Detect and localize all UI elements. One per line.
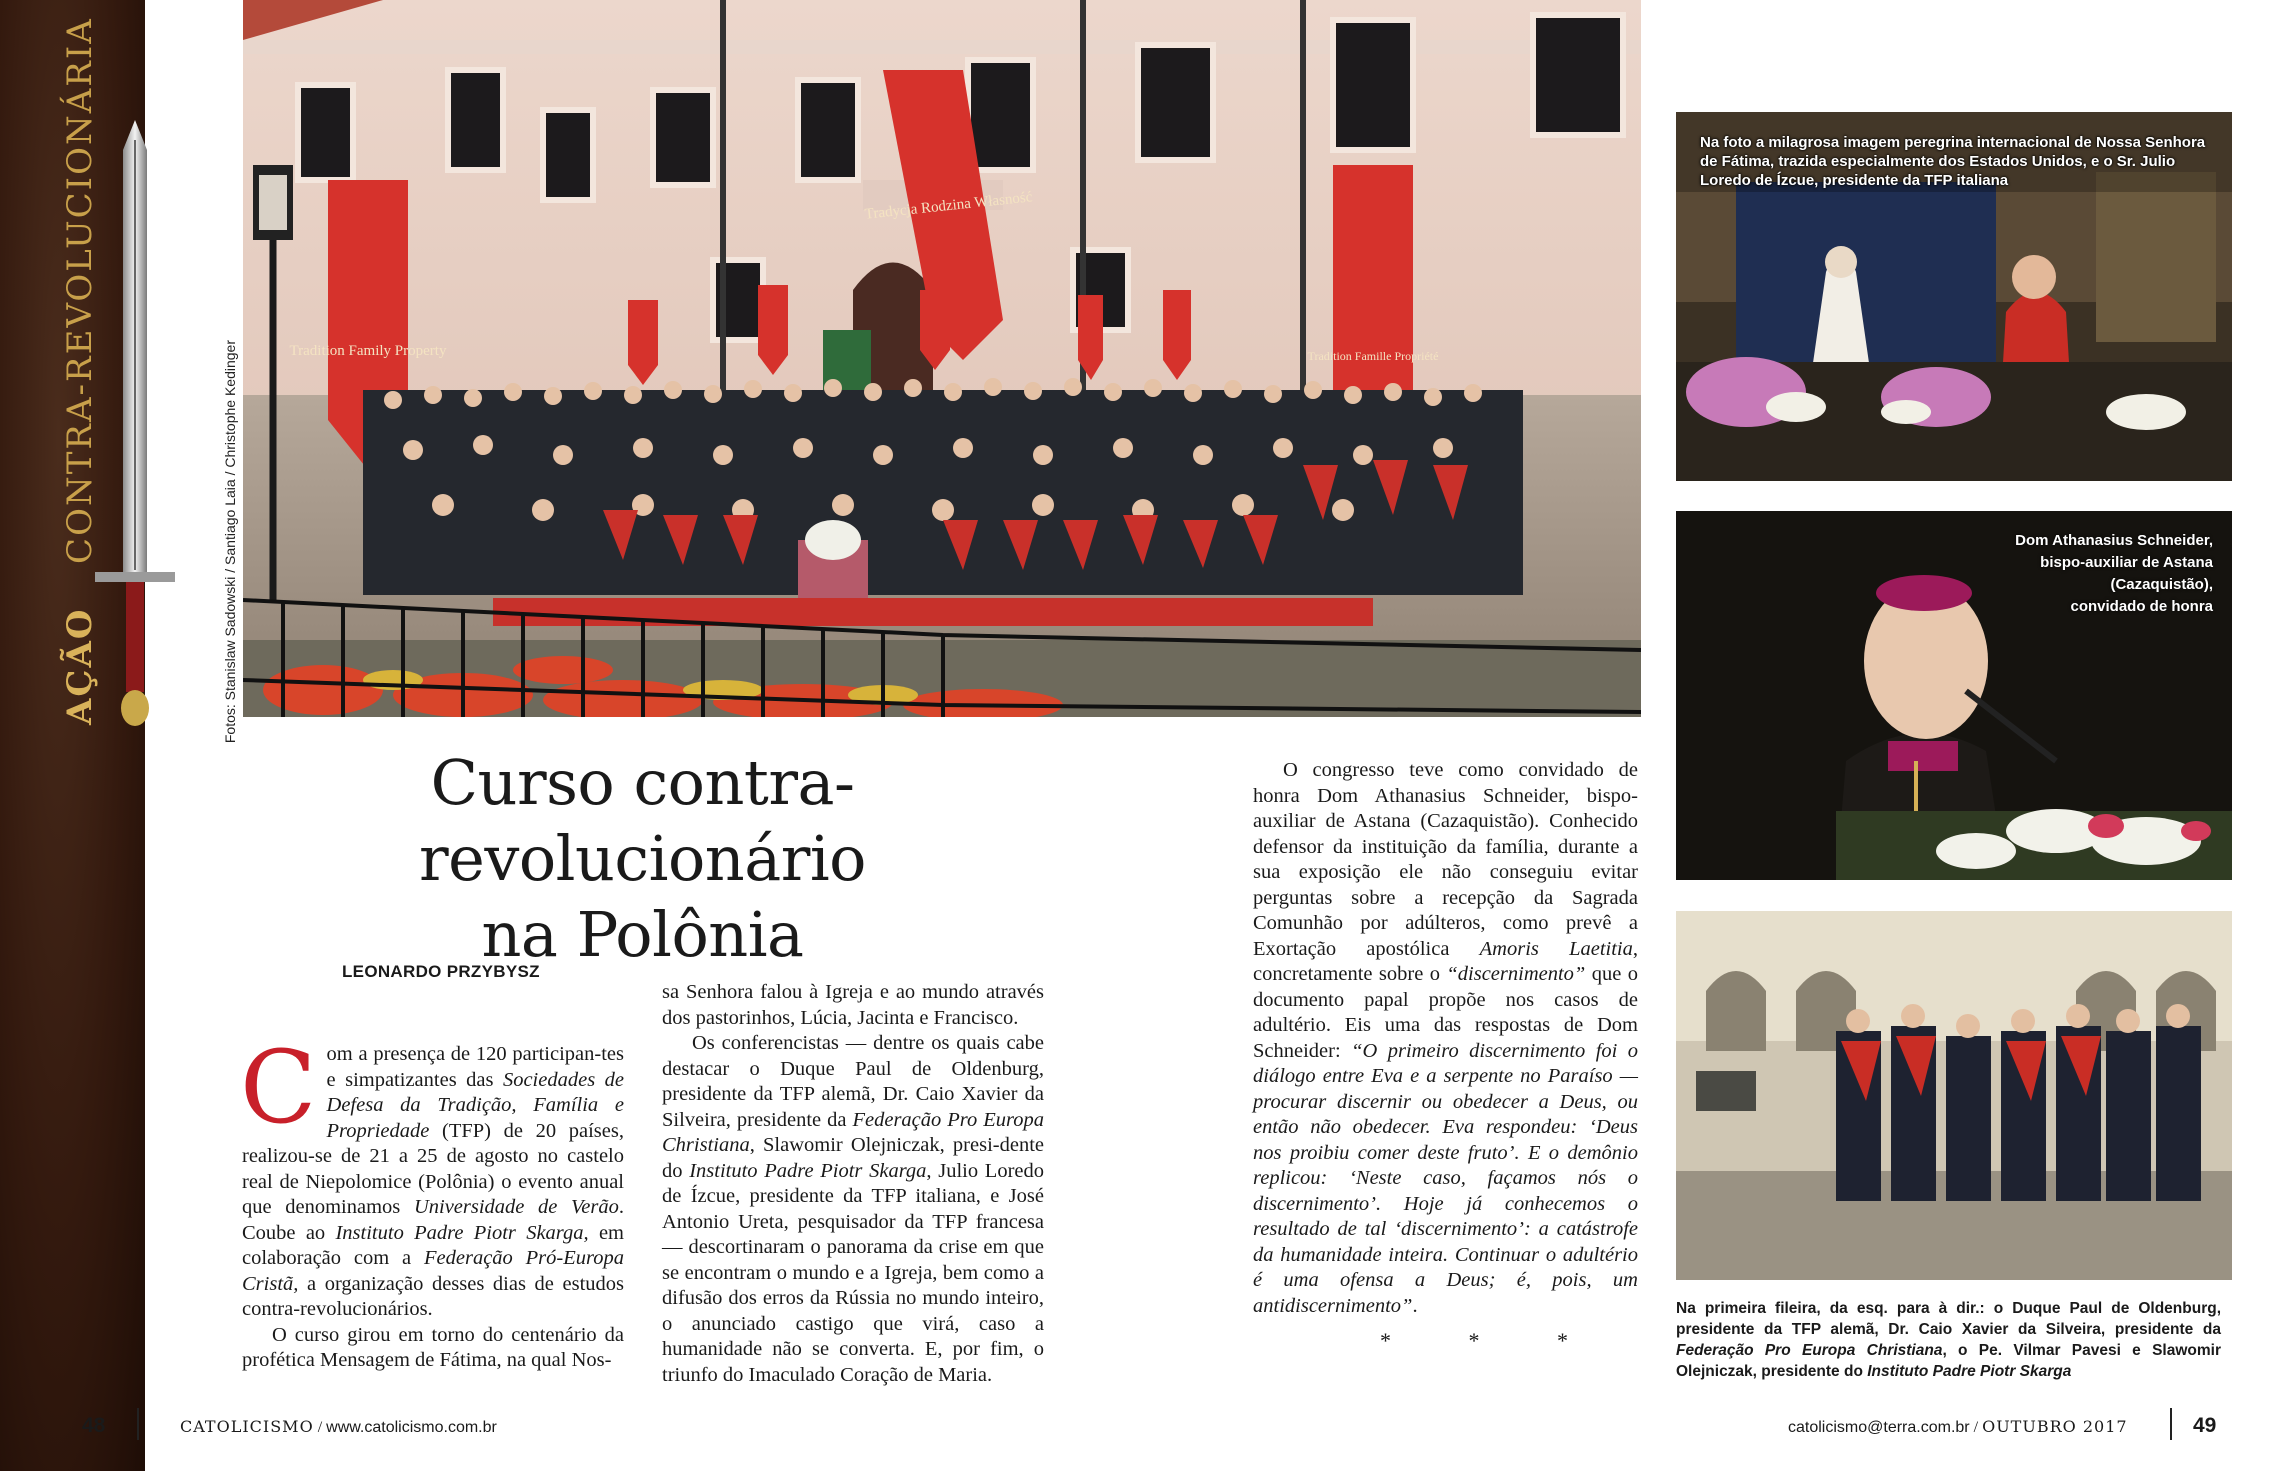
fatima-caption: Na foto a milagrosa imagem peregrina internacional de Nossa Senhora de Fátima, trazida especialmente dos Estados Unidos, e o Sr. Julio Loredo de Ízcue, presidente da TFP italiana: [1700, 134, 2206, 189]
schneider-caption-line1: Dom Athanasius Schneider,: [2015, 532, 2213, 549]
main-group-photo: [243, 0, 1641, 717]
courtyard-photo: [1676, 911, 2232, 1280]
article-title-line1: Curso contra-revolucionário: [418, 746, 866, 895]
p1-text-e: . Coube ao: [242, 1196, 624, 1244]
banner-1-text: Tradition Family Property: [289, 343, 447, 359]
p4-text-g: .: [1412, 1294, 1418, 1317]
section-label-part2: CONTRA-REVOLUCIONÁRIA: [60, 17, 100, 564]
p4-text-e: que o documento papal propõe nos casos de adultério. Eis uma das respostas de Dom Schneider:: [1253, 963, 1638, 1062]
courtyard-caption-b: Federação Pro Europa Christiana: [1676, 1342, 1943, 1359]
p3-text-b: Federação Pro Europa Christiana: [662, 1108, 1045, 1156]
article-author: LEONARDO PRZYBYSZ: [342, 962, 540, 981]
courtyard-caption: [1676, 1298, 2221, 1382]
footer-magazine-name: CATOLICISMO: [180, 1417, 314, 1436]
p3-text-d: Instituto Padre Piotr Skarga: [689, 1159, 927, 1182]
p4-text-b: Amoris Laetitia: [1479, 937, 1633, 960]
p1-text-g: em colaboração com a: [242, 1221, 625, 1269]
photo-credit-text: Fotos: Stanislaw Sadowski / Santiago Laia / Christophe Kedinger: [222, 340, 238, 744]
p4-text-f: “O primeiro discernimento foi o diálogo entre Eva e a serpente no Paraíso — procurar discernir ou obedecer a Deus, ou então não obedecer. Eva respondeu: ‘Deus nos proibiu comer deste fruto’. E o demônio replicou: ‘Neste caso, façamos nós o discernimento’. Hoje já conhecemos o resultado de tal ‘discernimento’: a catástrofe da humanidade inteira. Continuar o adultério é uma ofensa a Deus; é, pois, um antidiscernimento”: [1253, 1039, 1638, 1317]
banner-3-text: Tradition Famille Propriété: [1307, 349, 1439, 363]
footer-website-link[interactable]: www.catolicismo.com.br: [326, 1419, 497, 1436]
p1-text-c: (TFP) de 20 países, realizou-se de 21 a 25 de agosto no castelo real de Niepolomice (Polônia) o evento anual que denominamos: [242, 1119, 624, 1218]
p1-text-i: a organização desses dias de estudos contra-revolucionários.: [242, 1272, 624, 1320]
courtyard-caption-a: Na primeira fileira, da esq. para à dir.: o Duque Paul de Oldenburg, presidente da TFP alemã, Dr. Caio Xavier da Silveira, presidente da: [1676, 1300, 2221, 1338]
paragraph-3: [662, 1031, 1044, 1388]
footer-divider-left: [137, 1408, 139, 1440]
p4-text-a: O congresso teve como convidado de honra Dom Athanasius Schneider, bispo-auxiliar de Astana (Cazaquistão). Conhecido defensor da instituição da família, durante a sua exposição ele não conseguiu evitar perguntas sobre a recepção da Sagrada Comunhão por adúlteros, como prevê a Exortação apostólica: [1253, 759, 1638, 960]
p3-text-a: Os conferencistas — dentre os quais cabe destacar o Duque Paul de Oldenburg, presidente da TFP alemã, Dr. Caio Xavier da Silveira, presidente da: [662, 1032, 1044, 1131]
p1-text-d: Universidade de Verão: [413, 1196, 619, 1218]
page-number-right: 49: [2193, 1414, 2217, 1437]
article-column-3: [1253, 758, 1638, 1319]
drop-cap: C: [240, 1029, 317, 1146]
paragraph-1: [240, 1029, 625, 1323]
schneider-caption-line4: convidado de honra: [2070, 598, 2213, 615]
courtyard-caption-d: Instituto Padre Piotr Skarga: [1867, 1363, 2072, 1380]
p1-text-b: Sociedades de Defesa da Tradição, Família e Propriedade: [326, 1068, 624, 1142]
article-column-1: [240, 1029, 625, 1374]
footer-right-separator: /: [1973, 1419, 1979, 1436]
footer-left-separator: /: [317, 1419, 323, 1436]
page-number-left: 48: [82, 1414, 106, 1437]
p1-text-f: Instituto Padre Piotr Skarga,: [335, 1221, 589, 1244]
schneider-caption-line3: (Cazaquistão),: [2110, 576, 2213, 593]
photo-credit: [222, 340, 252, 744]
paragraph-4: [1253, 758, 1638, 1319]
p3-text-e: , Julio Loredo de Ízcue, presidente da TFP italiana, e José Antonio Ureta, pesquisador da TFP francesa — descortinaram o panorama da crise em que se encontram o mundo e a Igreja, bem como a difusão dos erros da Rússia no mundo inteiro, o anunciado castigo que virá, caso a humanidade não se converta. E, por fim, o triunfo do Imaculado Coração de Maria.: [662, 1159, 1044, 1386]
p4-text-c: , concretamente sobre o: [1253, 937, 1638, 985]
footer-issue-date: OUTUBRO 2017: [1982, 1417, 2128, 1436]
p1-text-a: om a presença de 120 participan-tes e simpatizantes das: [326, 1043, 624, 1091]
courtyard-caption-c: , o Pe. Vilmar Pavesi e Slawomir Olejniczak, presidente do: [1676, 1342, 2221, 1380]
footer-divider-right: [2170, 1408, 2172, 1440]
schneider-caption-line2: bispo-auxiliar de Astana: [2040, 554, 2213, 571]
article-title-line2: na Polônia: [481, 898, 804, 971]
paragraph-2-continued: sa Senhora falou à Igreja e ao mundo através dos pastorinhos, Lúcia, Jacinta e Francisco.: [662, 981, 1044, 1029]
article-title: [235, 745, 1050, 973]
banner-2-text: Tradycja Rodzina Własność: [864, 189, 1034, 223]
section-label: [60, 17, 120, 725]
p3-text-c: , Slawomir Olejniczak, presi-dente do: [662, 1134, 1044, 1182]
schneider-caption: [1920, 530, 2213, 618]
section-break-asterisks: * * *: [1380, 1328, 1604, 1353]
footer-email-link[interactable]: catolicismo@terra.com.br: [1788, 1419, 1970, 1436]
footer-right: [1788, 1417, 2128, 1437]
p1-text-h: Federação Pró-Europa Cristã,: [242, 1247, 624, 1295]
paragraph-2: O curso girou em torno do centenário da profética Mensagem de Fátima, na qual Nos-: [242, 1323, 624, 1371]
section-label-part1: AÇÃO: [60, 607, 100, 725]
article-column-2: [662, 980, 1044, 1388]
p4-text-d: “discernimento”: [1446, 963, 1586, 985]
footer-left: [180, 1417, 497, 1437]
